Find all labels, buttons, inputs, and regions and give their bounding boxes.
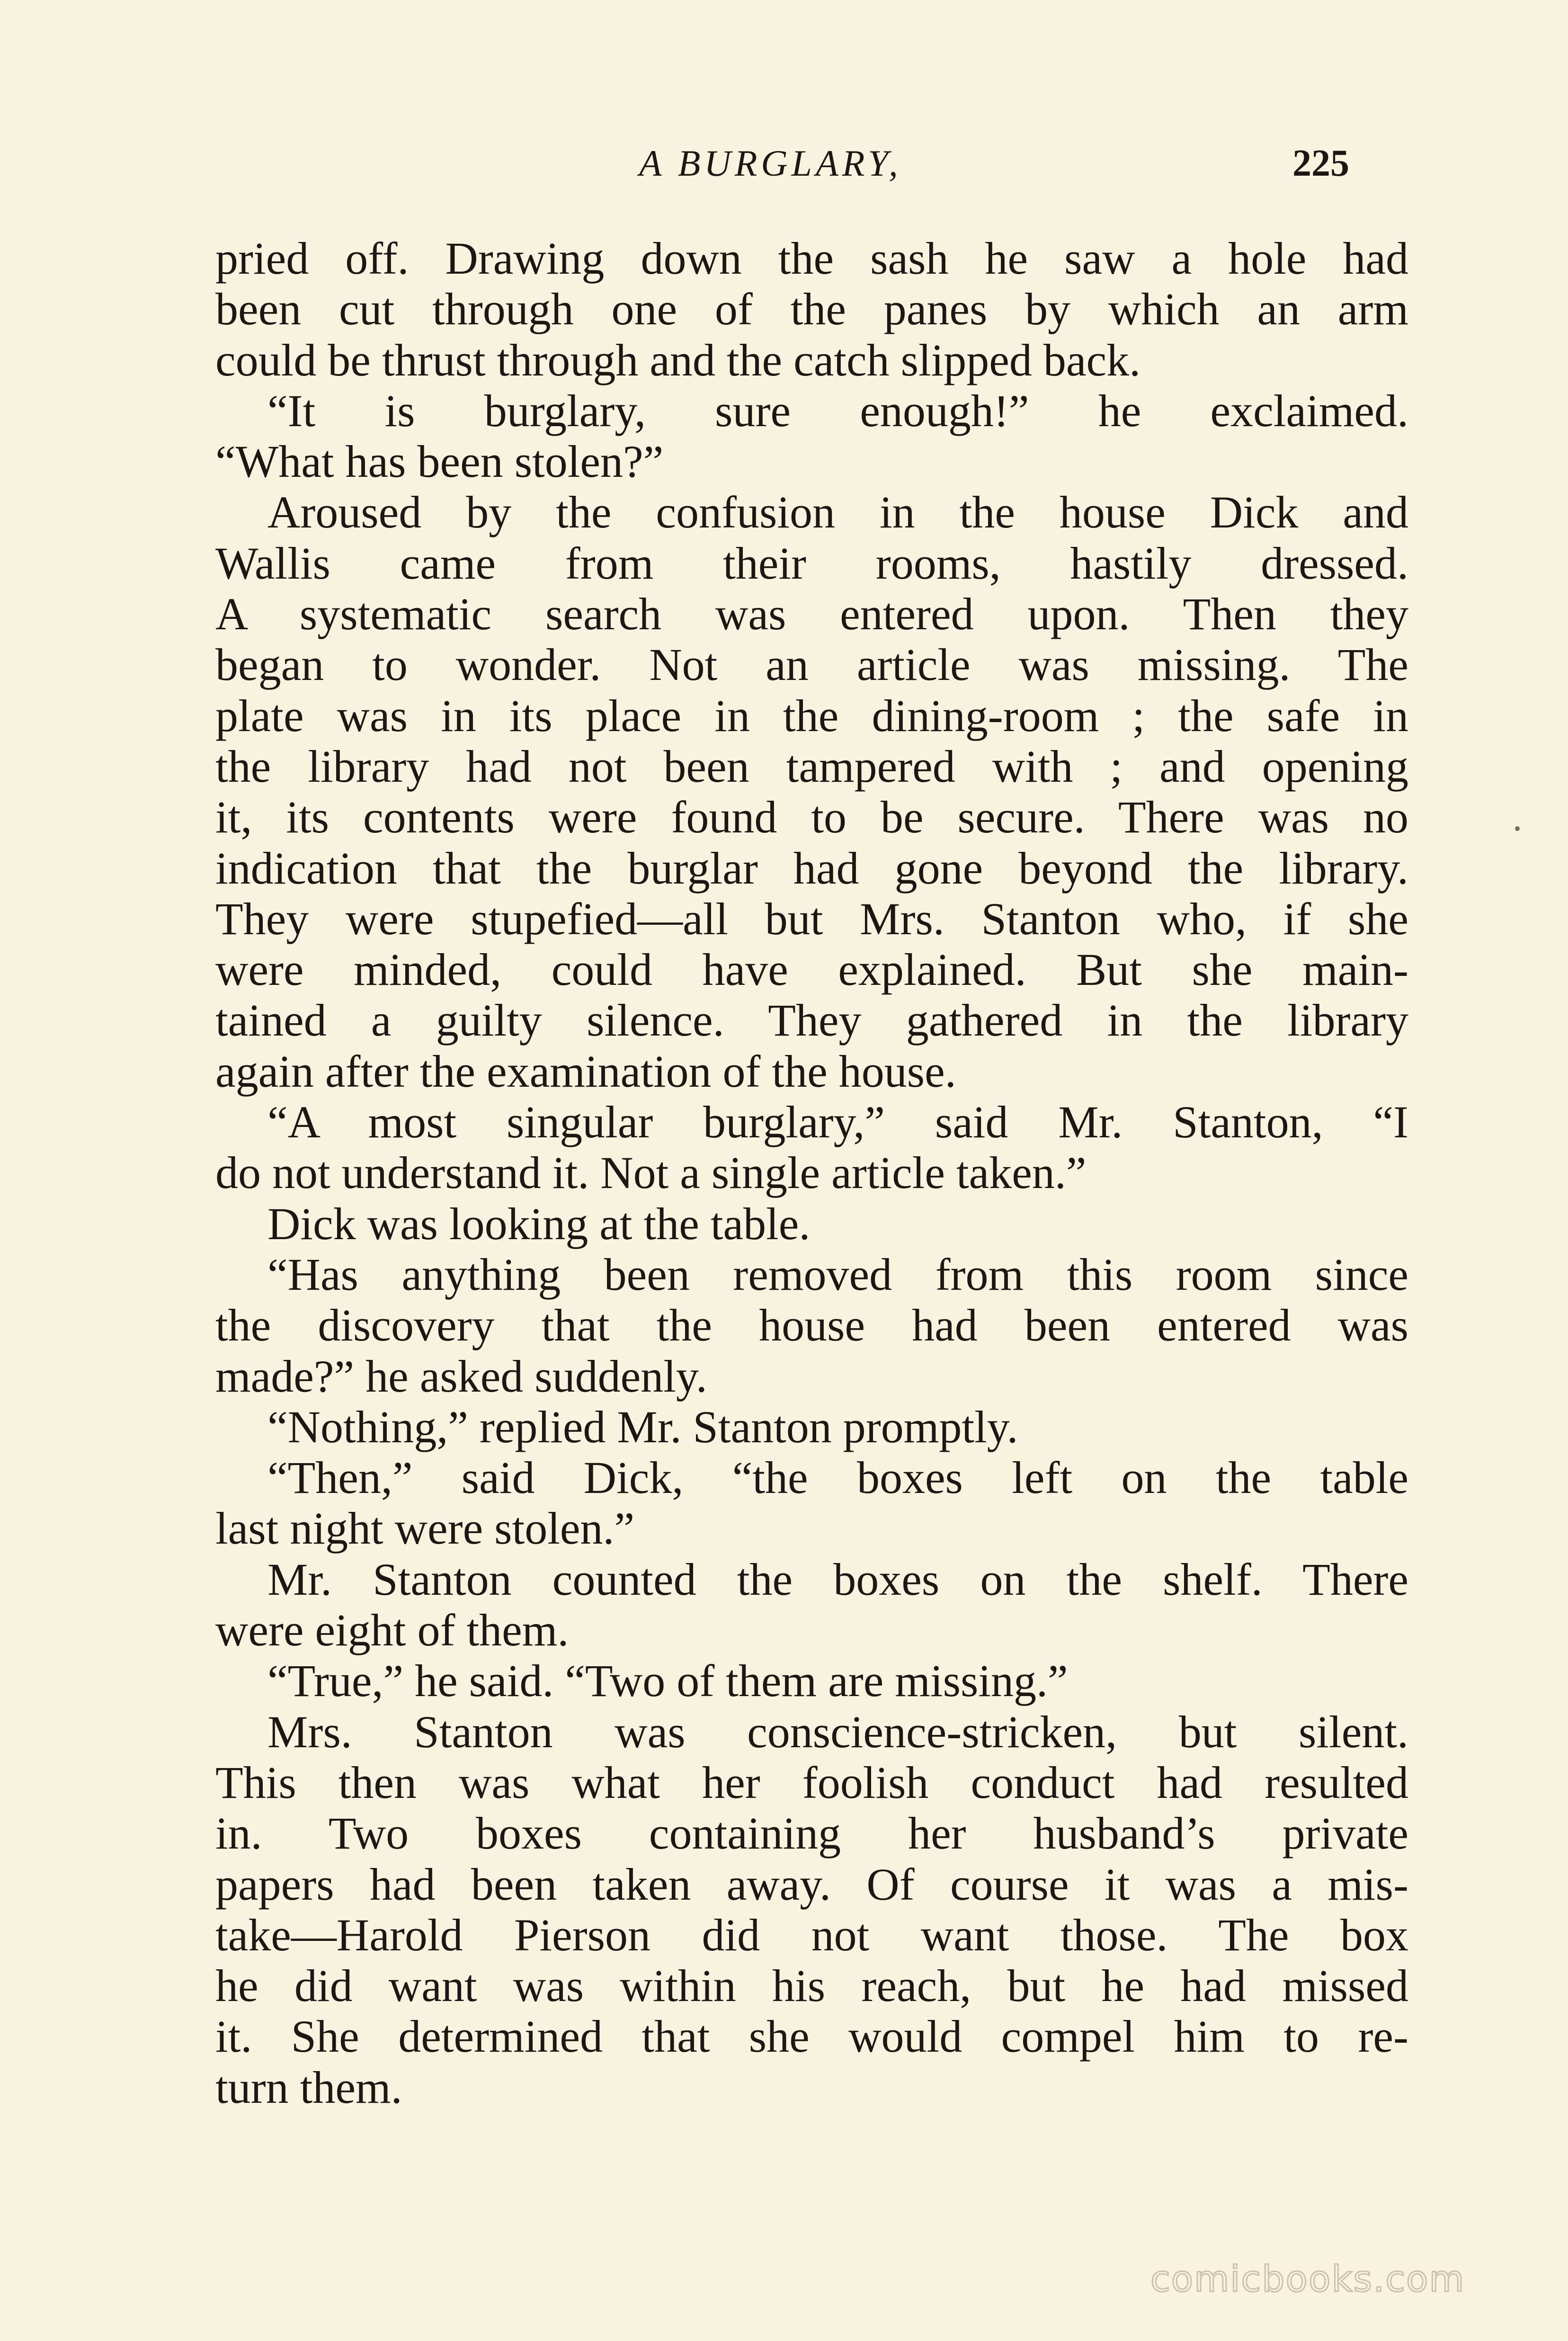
- text-line: do not understand it. Not a single article taken.”: [215, 1147, 1087, 1198]
- paper-speck: [1515, 826, 1520, 831]
- text-line: Wallis came from their rooms, hastily dressed.: [215, 537, 1408, 589]
- text-line: “Has anything been removed from this room since: [267, 1249, 1408, 1300]
- text-line: tained a guilty silence. They gathered in the library: [215, 995, 1408, 1046]
- text-line: plate was in its place in the dining-room ; the safe in: [215, 690, 1408, 741]
- text-line: Dick was looking at the table.: [267, 1198, 811, 1249]
- text-line: papers had been taken away. Of course it was a mis-: [215, 1859, 1408, 1910]
- watermark: comicbooks.com: [1150, 2258, 1465, 2300]
- text-line: “A most singular burglary,” said Mr. Stanton, “I: [267, 1097, 1408, 1148]
- text-line: could be thrust through and the catch slipped back.: [215, 334, 1141, 385]
- text-line: it. She determined that she would compel him to re-: [215, 2011, 1408, 2062]
- text-line: “It is burglary, sure enough!” he exclaimed.: [267, 385, 1408, 436]
- text-line: “What has been stolen?”: [215, 436, 664, 487]
- text-line: indication that the burglar had gone beyond the library.: [215, 842, 1408, 894]
- running-head: [0, 137, 1568, 189]
- text-line: take—Harold Pierson did not want those. The box: [215, 1909, 1408, 1960]
- page-number: 225: [1292, 143, 1349, 184]
- text-line: the discovery that the house had been entered was: [215, 1300, 1408, 1351]
- text-line: were eight of them.: [215, 1605, 569, 1656]
- text-line: it, its contents were found to be secure. There was no: [215, 792, 1408, 843]
- body-text: [215, 233, 1408, 2113]
- text-line: been cut through one of the panes by which an arm: [215, 284, 1408, 335]
- text-line: “True,” he said. “Two of them are missing.”: [267, 1655, 1068, 1707]
- text-line: he did want was within his reach, but he had missed: [215, 1960, 1408, 2011]
- text-line: in. Two boxes containing her husband’s private: [215, 1808, 1408, 1859]
- text-line: made?” he asked suddenly.: [215, 1350, 707, 1402]
- chapter-title: A BURGLARY,: [639, 143, 902, 184]
- text-line: pried off. Drawing down the sash he saw a hole had: [215, 233, 1408, 284]
- text-line: were minded, could have explained. But she main-: [215, 944, 1408, 995]
- text-line: This then was what her foolish conduct had resulted: [215, 1757, 1408, 1808]
- text-line: Mr. Stanton counted the boxes on the shelf. There: [267, 1554, 1408, 1605]
- text-line: They were stupefied—all but Mrs. Stanton who, if she: [215, 893, 1408, 944]
- text-line: Aroused by the confusion in the house Dick and: [267, 487, 1408, 538]
- text-line: “Nothing,” replied Mr. Stanton promptly.: [267, 1401, 1018, 1452]
- text-line: A systematic search was entered upon. Then they: [215, 589, 1408, 640]
- text-line: “Then,” said Dick, “the boxes left on the table: [267, 1452, 1408, 1503]
- text-line: the library had not been tampered with ; and opening: [215, 741, 1408, 792]
- text-line: again after the examination of the house.: [215, 1045, 956, 1097]
- text-line: last night were stolen.”: [215, 1503, 635, 1554]
- text-line: Mrs. Stanton was conscience-stricken, but silent.: [267, 1706, 1408, 1757]
- text-line: turn them.: [215, 2062, 402, 2113]
- text-line: began to wonder. Not an article was missing. The: [215, 639, 1408, 690]
